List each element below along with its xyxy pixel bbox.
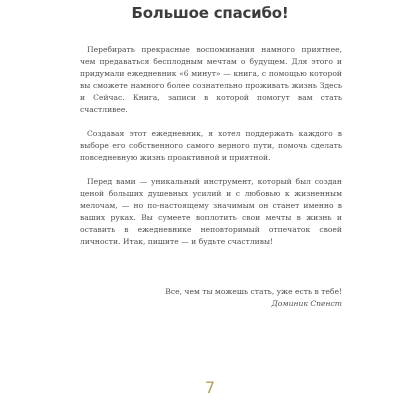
quote-author: Доминик Спенст [271, 299, 342, 308]
closing-block [80, 286, 342, 310]
paragraph-2: Создавая этот ежедневник, я хотел поддержать каждого в выборе его собственного самого верного пути, помочь сделать повседневную жизнь проактивной и приятной. [80, 129, 342, 162]
page-heading: Большое спасибо! [131, 4, 289, 22]
paragraph-1: Перебирать прекрасные воспоминания намного приятнее, чем предаваться бесплодным мечтам о будущем. Для этого и придумали ежедневник «6 минут» — книга, с помощью которой вы сможете намного более сознательно проживать жизнь Здесь и Сейчас. Книга, записи в которой помогут вам стать счастливее. [80, 45, 342, 114]
closing-quote: Все, чем ты можешь стать, уже есть в тебе! [165, 287, 342, 296]
page-number: 7 [204, 378, 216, 397]
body-text [80, 44, 342, 260]
paragraph-3: Перед вами — уникальный инструмент, который был создан ценой больших душевных усилий и с любовью к жизненным мелочам, — но по-настоящему значимым он станет именно в ваших руках. Вы сумеете воплотить свои мечты в жизнь и оставить в ежедневнике неповторимый отпечаток своей личности. Итак, пишите — и будьте счастливы! [80, 177, 342, 246]
